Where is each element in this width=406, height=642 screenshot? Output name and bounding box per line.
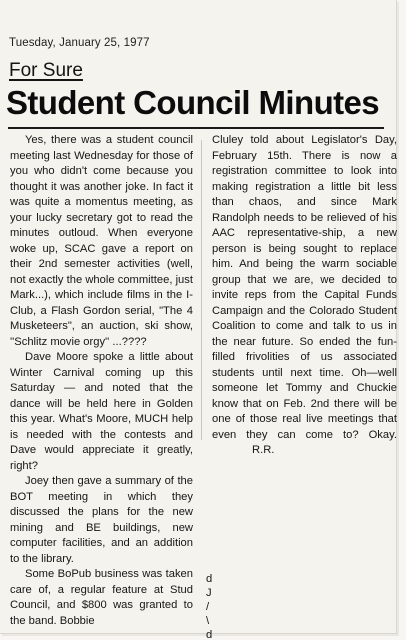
paragraph: Yes, there was a student council meeting last Wednesday for those of you who didn't come because you thought it was another joke. In fact it was quite a momentus meeting, as your lucky secretary got to read the minutes outloud. When everyone woke up, SCAC gave a report on their 2nd semester activities (well, not exactly the whole committee, just Mark...), which include films in the I-Club, a Flash Gordon serial, "The 4 Musketeers", an auction, ski show, ''Schlitz movie orgy'' ...???? xyxy=(10,134,193,348)
fragment-char: J xyxy=(206,587,212,599)
kicker: For Sure xyxy=(9,60,83,81)
fragment-char: \ xyxy=(206,615,210,627)
column-divider xyxy=(201,140,202,440)
paragraph: Some BoPub business was taken care of, a regular feature at Stud Council, and $800 was granted to the band. Bobbie xyxy=(10,568,193,627)
right-column xyxy=(212,133,397,459)
signoff: R.R. xyxy=(252,444,275,456)
paragraph xyxy=(212,133,397,459)
paragraph: Dave Moore spoke a little about Winter Carnival coming up this Saturday — and noted that the dance will be held here in Golden this year. What's Moore, MUCH help is needed with the contests and Dave would appreciate it greatly, right? xyxy=(10,351,193,472)
adjacent-column-fragment xyxy=(206,572,214,642)
left-column xyxy=(10,133,193,629)
fragment-char: d xyxy=(206,629,213,641)
fragment-char: d xyxy=(206,573,213,585)
fragment-char: / xyxy=(206,601,210,613)
headline-rule xyxy=(8,127,384,129)
dateline: Tuesday, January 25, 1977 xyxy=(9,37,150,49)
paragraph-text: Cluley told about Legislator's Day, February 15th. There is now a registration committee to look into making registration a little bit less than chaos, and since Mark Randolph needs to be relieved of his AAC representative-ship, a new person is being sought to replace him. And being the warm sociable group that we are, we decided to invite reps from the Capital Funds Campaign and the Colorado Student Coalition to come and talk to us in the near future. So ended the fun-filled frivolities of us associated students until next time. Oh—well someone let Tommy and Chuckie know that on Feb. 2nd there will be one of those real live meetings that even they can come to? Okay. xyxy=(212,134,397,441)
paragraph: Joey then gave a summary of the BOT meeting in which they discussed the plans for the new mining and BE buildings, new computer facilities, and an addition to the library. xyxy=(10,475,193,565)
headline: Student Council Minutes xyxy=(6,84,380,121)
